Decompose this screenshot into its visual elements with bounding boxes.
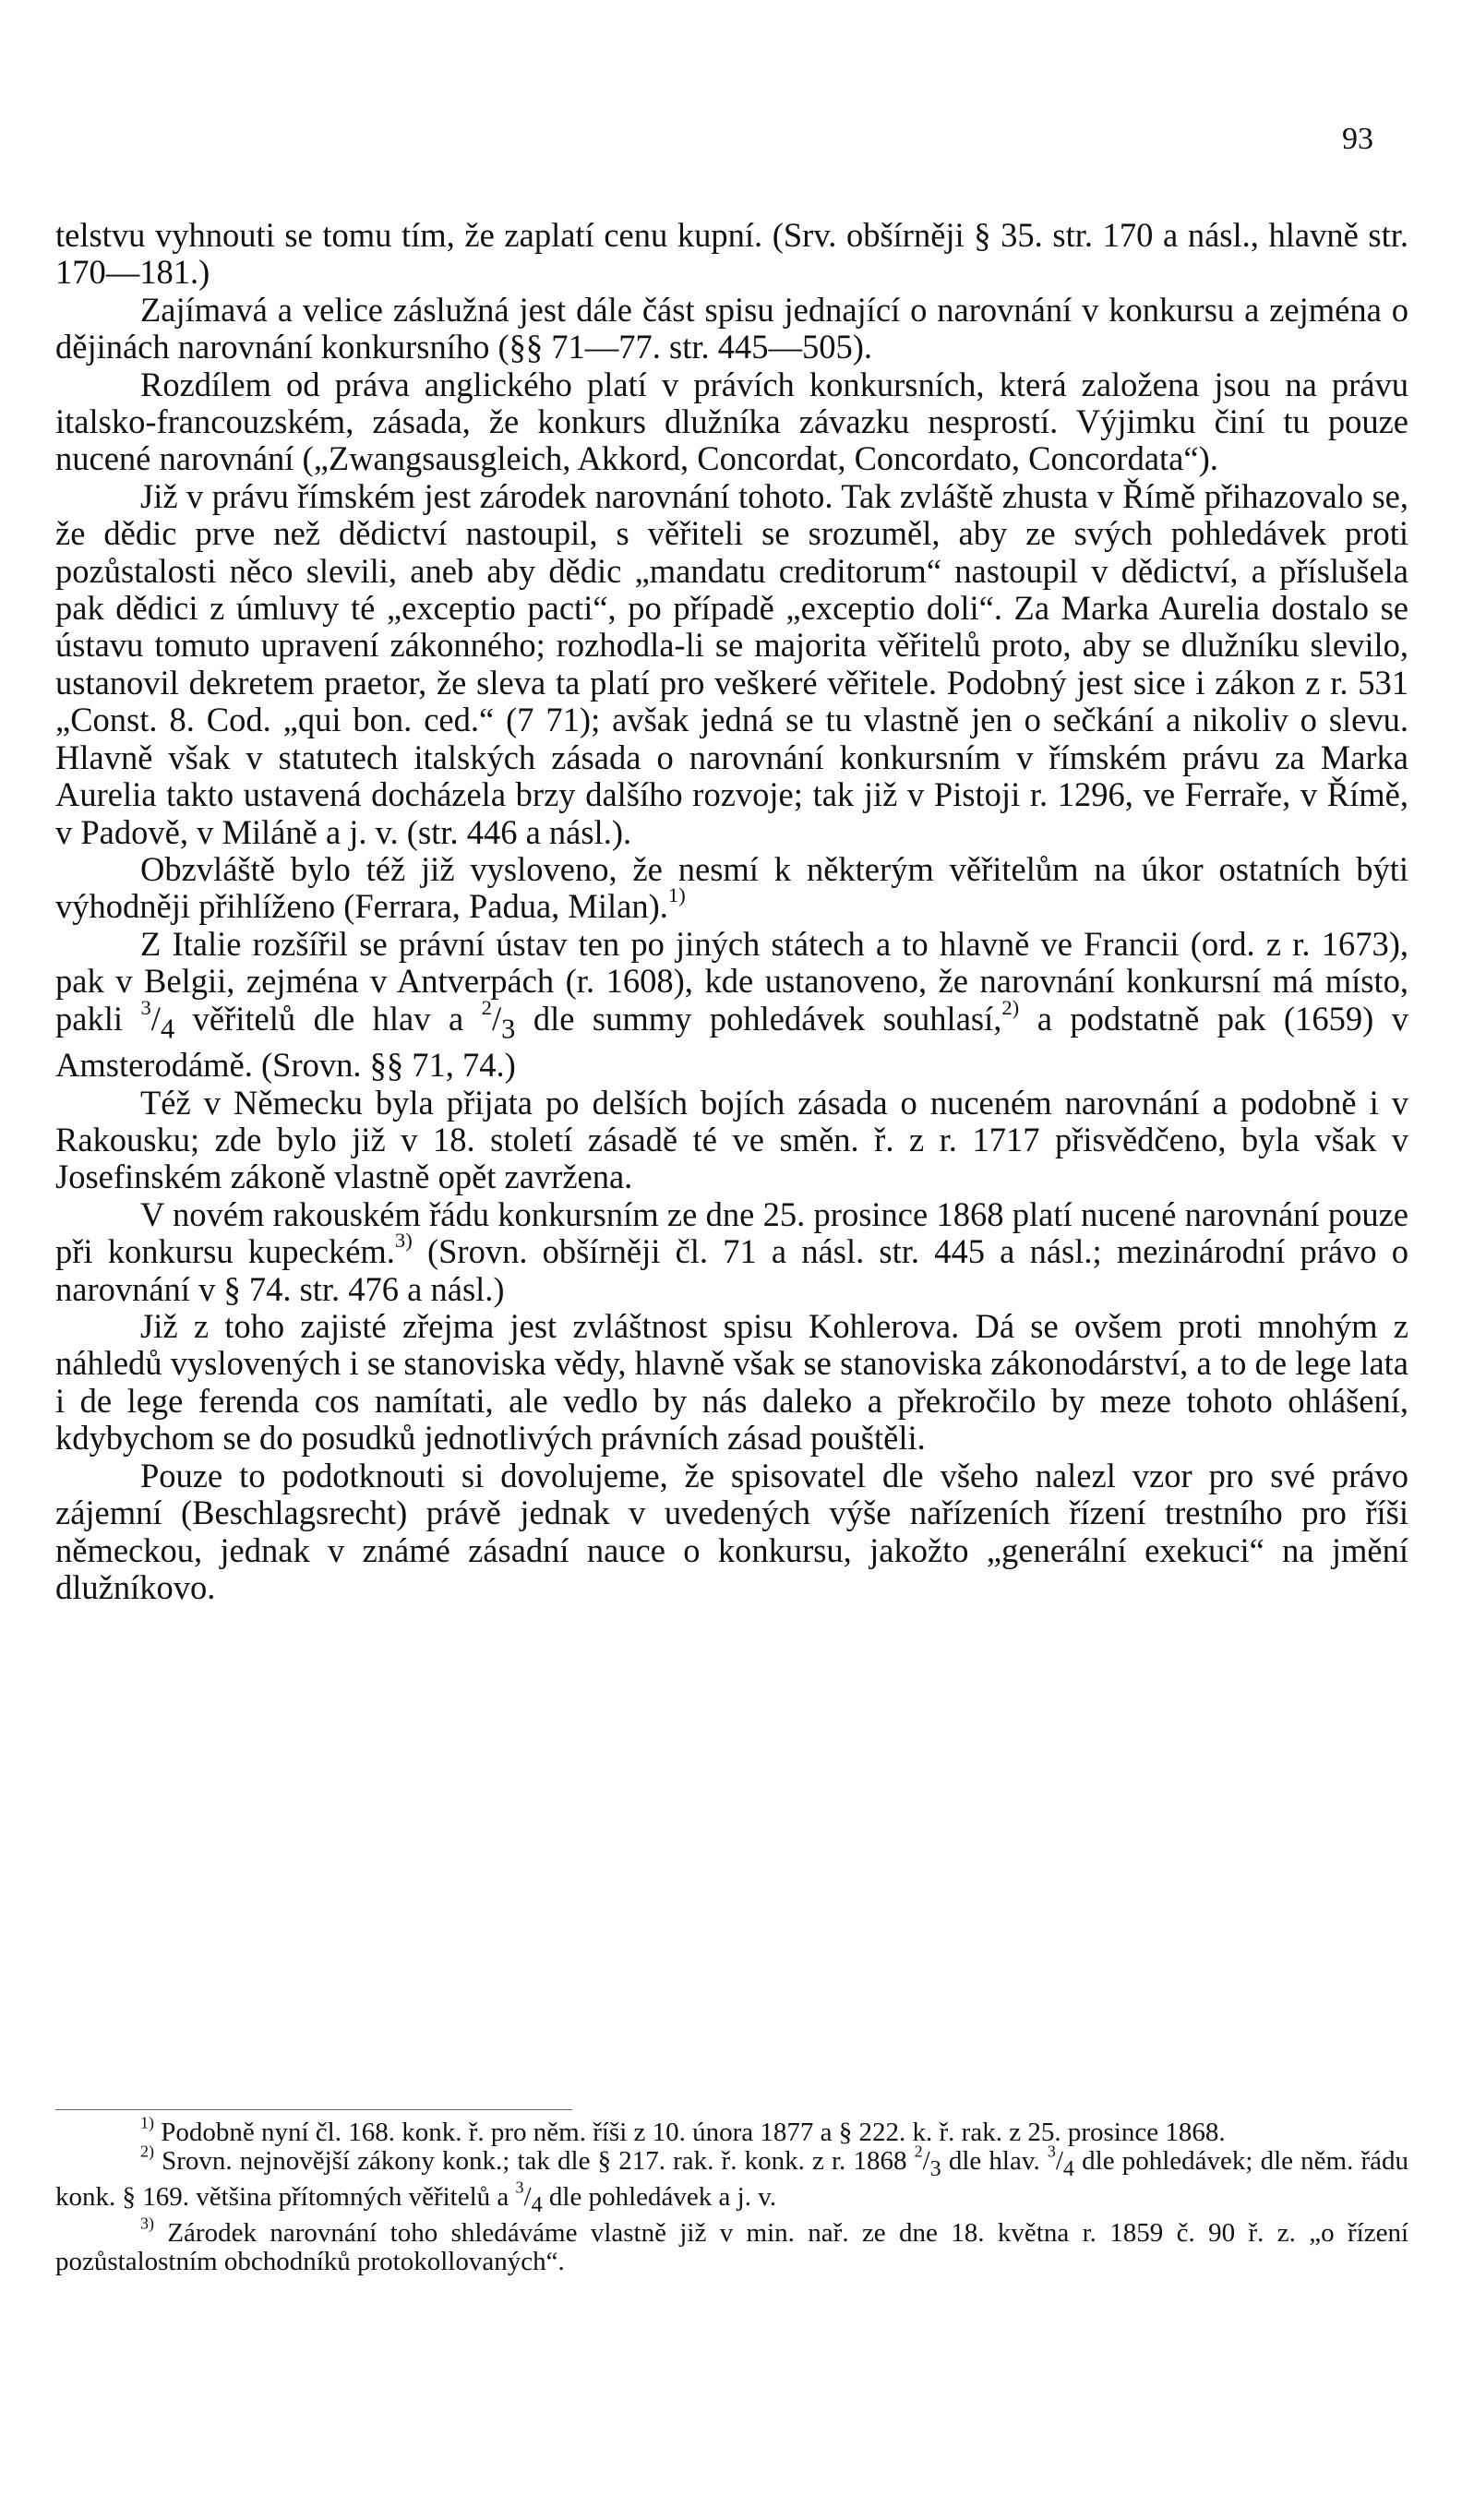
- paragraph: Již z toho zajisté zřejma jest zvláštnost spisu Kohlerova. Dá se ovšem proti mnohým z náhledů vyslovených i se stanoviska vědy, hlavně však se stanoviska zákonodárství, a to de lege lata i de lege ferenda cos namítati, ale vedlo by nás daleko a překročilo by meze tohoto ohlášení, kdybychom se do posudků jednotlivých právních zásad pouštěli.: [55, 1307, 1408, 1458]
- footnotes: [55, 2113, 1408, 2276]
- paragraph: Též v Německu byla přijata po delších bojích zásada o nuceném narovnání a podobně i v Rakousku; zde bylo již v 18. století zásadě té ve směn. ř. z r. 1717 přisvědčeno, byla však v Josefinském zákoně vlastně opět zavržena.: [55, 1083, 1408, 1196]
- footnote: $^{2)}$ Srovn. nejnovější zákony konk.; tak dle § 217. rak. ř. konk. z r. 1868 $^2/_3$ dle hlav. $^3/_4$ dle pohledávek; dle něm. řádu konk. § 169. většina přítomných věřitelů a $^3/_4$ dle pohledávek a j. v.: [55, 2142, 1408, 2217]
- paragraph: [55, 851, 1408, 926]
- page-number: 93: [1342, 122, 1373, 156]
- footnote: $^{3)}$ Zárodek narovnání toho shledáváme vlastně již v min. nař. ze dne 18. května r. 1859 č. 90 ř. z. „o řízení pozůstalostním obchodníků protokollovaných“.: [55, 2214, 1408, 2276]
- paragraph: [55, 1196, 1408, 1308]
- fraction: $^3/_4$: [140, 995, 175, 1044]
- paragraph-text: (Srovn. obšírněji čl. 71 a násl. str. 445 a násl.; mezinárodní právo o narovnání v § 74. str. 476 a násl.): [55, 1232, 1408, 1308]
- footnote-marker: 3): [140, 2214, 154, 2233]
- fraction: $^3/_4$: [1047, 2142, 1074, 2181]
- paragraph-text: Z Italie rozšířil se právní ústav ten po jiných státech a to hlavně ve Francii (ord. z r. 1673), pak v Belgii, zejména v Antverpách (r. 1608), kde ustanoveno, že narovnání konkursní má místo, pakli: [55, 924, 1408, 1038]
- footnote-marker: 1): [140, 2113, 154, 2132]
- footnote-divider: [55, 2109, 572, 2110]
- paragraph: [55, 926, 1408, 1085]
- fraction: $^2/_3$: [914, 2142, 941, 2181]
- paragraph-text: a podstatně pak (1659) v Amsterodámě. (Srovn. §§ 71, 74.): [55, 999, 1408, 1085]
- fraction: $^2/_3$: [481, 995, 516, 1044]
- paragraph: Zajímavá a velice záslužná jest dále část spisu jednající o narovnání v konkursu a zejména o dějinách narovnání konkursního (§§ 71—77. str. 445—505).: [55, 290, 1408, 366]
- main-text: [55, 217, 1408, 1606]
- paragraph-text: V novém rakouském řádu konkursním ze dne 25. prosince 1868 platí nucené narovnání pouze při konkursu kupeckém.: [55, 1194, 1408, 1271]
- fraction: $^3/_4$: [515, 2178, 543, 2217]
- footnote-ref: 2): [1001, 995, 1020, 1019]
- footnote-ref: 3): [394, 1229, 413, 1253]
- footnote: $^{1)}$ Podobně nyní čl. 168. konk. ř. pro něm. říši z 10. února 1877 a § 222. k. ř. rak. z 25. prosince 1868.: [140, 2113, 1226, 2147]
- paragraph: telstvu vyhnouti se tomu tím, že zaplatí cenu kupní. (Srv. obšírněji § 35. str. 170 a násl., hlavně str. 170—181.): [55, 216, 1408, 292]
- footnote-ref: 1): [667, 883, 686, 907]
- paragraph: Rozdílem od práva anglického platí v právích konkursních, která založena jsou na právu italsko-francouzském, zásada, že konkurs dlužníka závazku nesprostí. Výjimku činí tu pouze nucené narovnání („Zwangsausgleich, Akkord, Concordat, Concordato, Concordata“).: [55, 365, 1408, 478]
- footnote-marker: 2): [140, 2142, 154, 2161]
- paragraph-text: dle summy pohledávek souhlasí,: [515, 999, 1002, 1038]
- paragraph: Již v právu římském jest zárodek narovnání tohoto. Tak zvláště zhusta v Římě přihazovalo se, že dědic prve než dědictví nastoupil, s věřiteli se srozuměl, aby ze svých pohledávek proti pozůstalosti něco slevili, aneb aby dědic „mandatu creditorum“ nastoupil v dědictví, a příslušela pak dědici z úmluvy té „exceptio pacti“, po případě „exceptio doli“. Za Marka Aurelia dostalo se ústavu tomuto upravení zákonného; rozhodla-li se majorita věřitelů proto, aby se dlužníku slevilo, ustanovil dekretem praetor, že sleva ta platí pro veškeré věřitele. Podobný jest sice i zákon z r. 531 „Const. 8. Cod. „qui bon. ced.“ (7 71); avšak jedná se tu vlastně jen o sečkání a nikoliv o slevu. Hlavně však v statutech italských zásada o narovnání konkursním v římském právu za Marka Aurelia takto ustavená docházela brzy dalšího rozvoje; tak již v Pistoji r. 1296, ve Ferraře, v Římě, v Padově, v Miláně a j. v. (str. 446 a násl.).: [55, 476, 1408, 851]
- paragraph-text: věřitelů dle hlav a: [174, 999, 482, 1038]
- paragraph-text: Obzvláště bylo též již vysloveno, že nesmí k některým věřitelům na úkor ostatních býti výhodněji přihlíženo (Ferrara, Padua, Milan).: [55, 849, 1408, 926]
- paragraph: Pouze to podotknouti si dovolujeme, že spisovatel dle všeho nalezl vzor pro své právo zájemní (Beschlagsrecht) právě jednak v uvedených výše nařízeních řízení trestního pro říši německou, jednak v známé zásadní nauce o konkursu, jakožto „generální exekuci“ na jmění dlužníkovo.: [55, 1456, 1408, 1606]
